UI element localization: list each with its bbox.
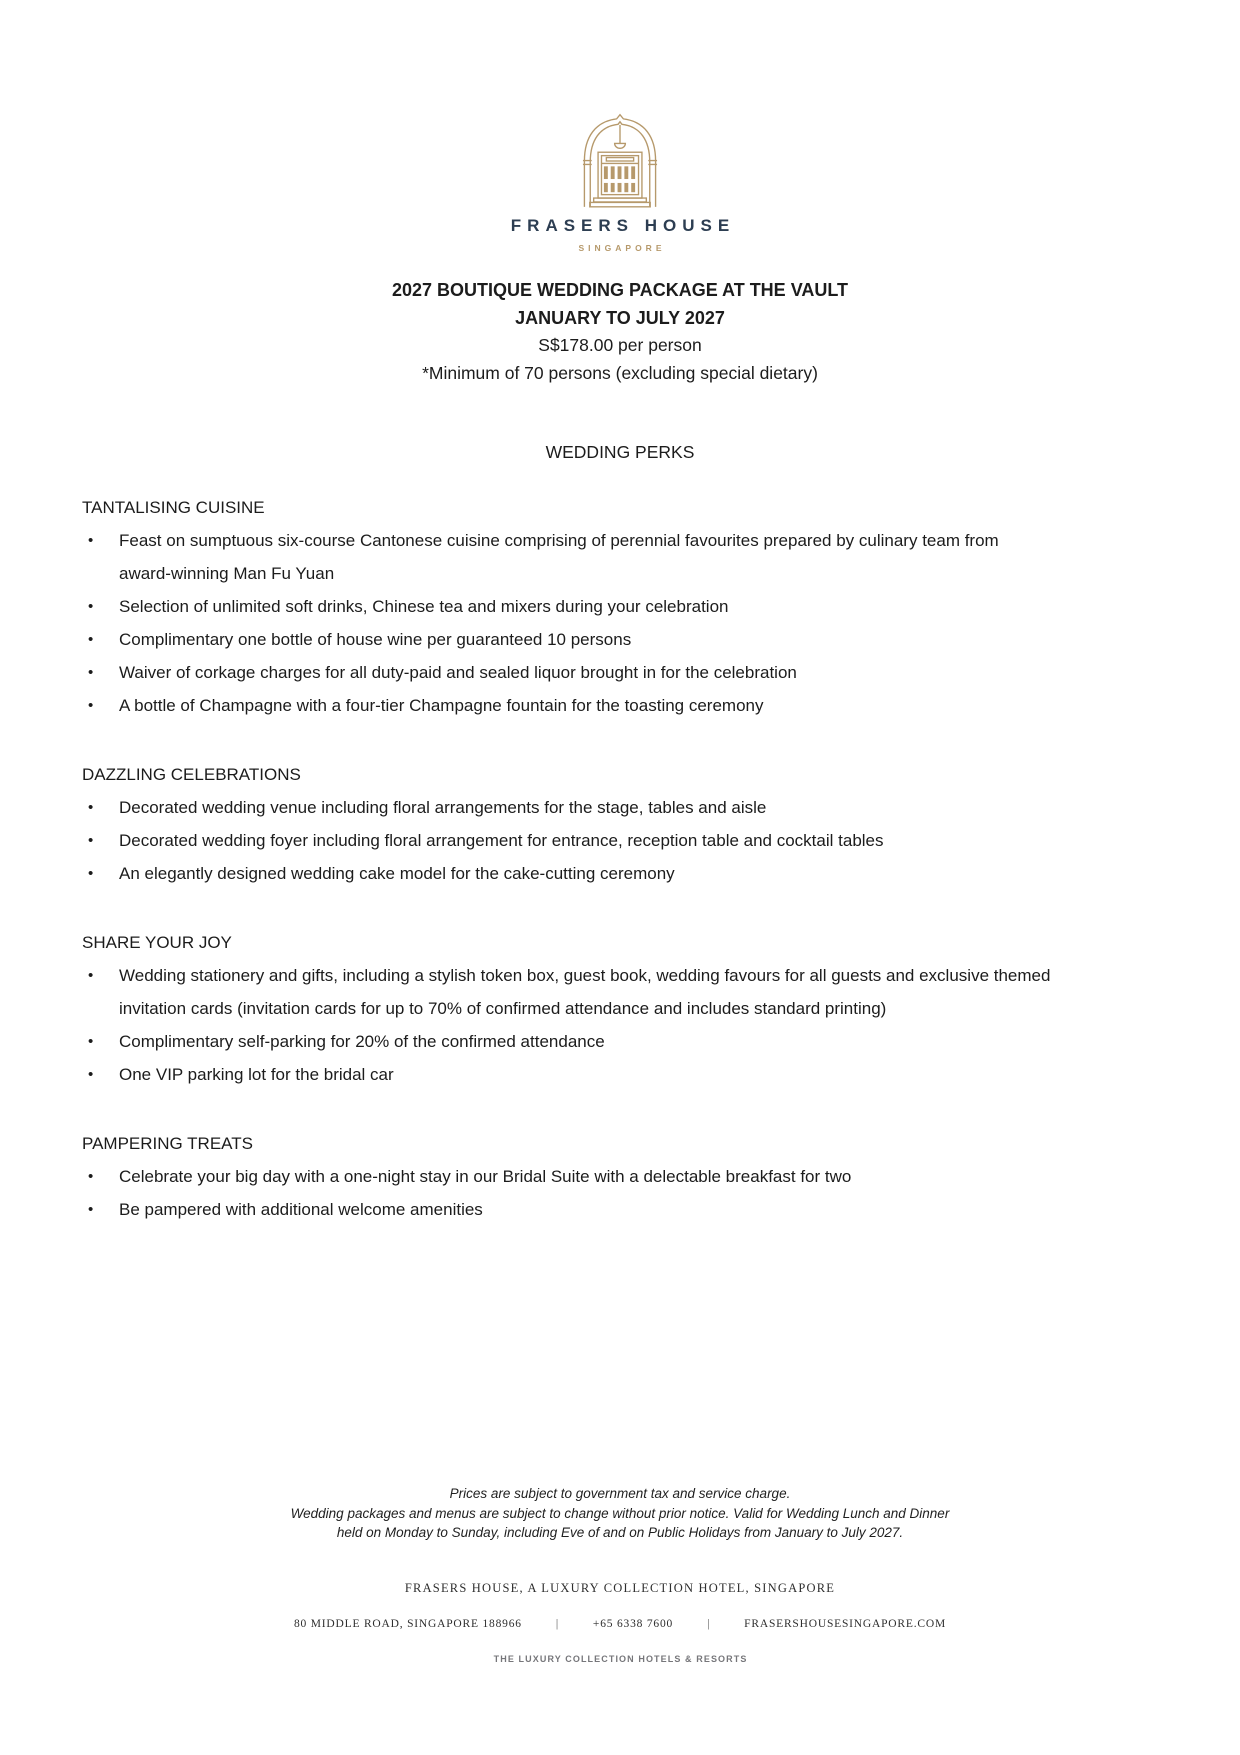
section-dazzling-celebrations bbox=[82, 758, 1165, 890]
bullet-list bbox=[82, 791, 1165, 890]
section-heading: SHARE YOUR JOY bbox=[82, 932, 232, 952]
list-item: • Decorated wedding foyer including floral arrangement for entrance, reception table and cocktail tables bbox=[82, 824, 1165, 857]
package-minimum: *Minimum of 70 persons (excluding special dietary) bbox=[422, 362, 818, 383]
footer-phone: +65 6338 7600 bbox=[592, 1617, 674, 1630]
brand-location: SINGAPORE bbox=[578, 243, 666, 253]
section-tantalising-cuisine bbox=[82, 491, 1165, 722]
footer bbox=[0, 1484, 1240, 1664]
list-item: • Selection of unlimited soft drinks, Chinese tea and mixers during your celebration bbox=[82, 590, 1165, 623]
brand-name: FRASERS HOUSE bbox=[510, 216, 736, 235]
package-dates: JANUARY TO JULY 2027 bbox=[515, 307, 725, 328]
footer-website: FRASERSHOUSESINGAPORE.COM bbox=[744, 1617, 946, 1630]
list-item: • Complimentary self-parking for 20% of the confirmed attendance bbox=[82, 1025, 1165, 1058]
disclaimer bbox=[0, 1484, 1240, 1543]
bullet-list bbox=[82, 959, 1165, 1091]
disclaimer-line: held on Monday to Sunday, including Eve of and on Public Holidays from January to July 2027. bbox=[336, 1525, 904, 1540]
perks-heading: WEDDING PERKS bbox=[545, 442, 695, 462]
list-item: • Decorated wedding venue including floral arrangements for the stage, tables and aisle bbox=[82, 791, 1165, 824]
footer-separator: | bbox=[555, 1617, 559, 1630]
list-item: • A bottle of Champagne with a four-tier Champagne fountain for the toasting ceremony bbox=[82, 689, 1165, 722]
list-item: • Waiver of corkage charges for all duty-paid and sealed liquor brought in for the celebration bbox=[82, 656, 1165, 689]
footer-address: 80 MIDDLE ROAD, SINGAPORE 188966 bbox=[294, 1617, 522, 1630]
title-block bbox=[0, 277, 1240, 387]
footer-separator: | bbox=[707, 1617, 711, 1630]
bullet-list bbox=[82, 1160, 1165, 1226]
package-title: 2027 BOUTIQUE WEDDING PACKAGE AT THE VAULT bbox=[391, 280, 849, 300]
package-price: S$178.00 per person bbox=[538, 335, 702, 355]
content bbox=[82, 491, 1165, 1226]
section-heading: PAMPERING TREATS bbox=[82, 1133, 253, 1153]
disclaimer-line: Wedding packages and menus are subject to change without prior notice. Valid for Wedding Lunch and Dinner bbox=[290, 1505, 950, 1521]
section-share-your-joy bbox=[82, 926, 1165, 1091]
header bbox=[0, 112, 1240, 253]
list-item: • An elegantly designed wedding cake model for the cake-cutting ceremony bbox=[82, 857, 1165, 890]
footer-address-row bbox=[0, 1618, 1240, 1630]
list-item: • Celebrate your big day with a one-night stay in our Bridal Suite with a delectable breakfast for two bbox=[82, 1160, 1165, 1193]
list-item: • One VIP parking lot for the bridal car bbox=[82, 1058, 1165, 1091]
footer-hotel-line: FRASERS HOUSE, A LUXURY COLLECTION HOTEL, SINGAPORE bbox=[404, 1580, 836, 1595]
disclaimer-line: Prices are subject to government tax and service charge. bbox=[449, 1486, 791, 1501]
list-item: • Wedding stationery and gifts, including a stylish token box, guest book, wedding favours for all guests and exclusive themed invitation cards (invitation cards for up to 70% of confirmed attendance and includes standard printing) bbox=[82, 959, 1165, 1025]
list-item: • Be pampered with additional welcome amenities bbox=[82, 1193, 1165, 1226]
list-item: • Feast on sumptuous six-course Cantonese cuisine comprising of perennial favourites prepared by culinary team from award-winning Man Fu Yuan bbox=[82, 524, 1165, 590]
section-heading: TANTALISING CUISINE bbox=[82, 497, 265, 517]
list-item: • Complimentary one bottle of house wine per guaranteed 10 persons bbox=[82, 623, 1165, 656]
section-pampering-treats bbox=[82, 1127, 1165, 1226]
section-heading: DAZZLING CELEBRATIONS bbox=[82, 764, 301, 784]
footer-collection-line: THE LUXURY COLLECTION HOTELS & RESORTS bbox=[493, 1653, 748, 1664]
bullet-list bbox=[82, 524, 1165, 722]
arch-window-logo-icon bbox=[581, 112, 659, 210]
